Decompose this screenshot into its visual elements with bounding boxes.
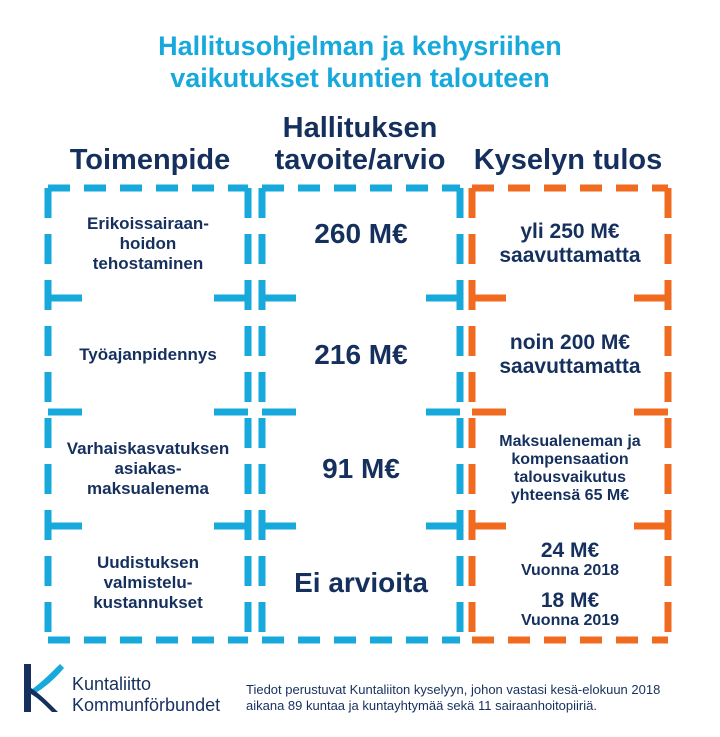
kuntaliitto-logo-icon — [20, 660, 68, 716]
cell-text: hoidon — [119, 234, 177, 253]
header-tavoite-line1: Hallituksen — [282, 112, 438, 144]
cell-text: kustannukset — [93, 593, 203, 612]
cell-tavoite-4: Ei arvioita — [294, 567, 428, 598]
cell-text: valmistelu- — [103, 573, 193, 592]
cell-text: maksualenema — [87, 479, 209, 498]
cell-text: Uudistuksen — [96, 553, 200, 572]
cell-text: Maksualeneman ja — [499, 433, 641, 450]
cell-text: kompensaation — [511, 451, 629, 468]
cell-text: saavuttamatta — [499, 355, 641, 378]
cell-tulos-3 — [480, 420, 660, 518]
cell-text: saavuttamatta — [499, 244, 641, 267]
cell-toimenpide-3 — [56, 420, 240, 518]
footnote-line1: Tiedot perustuvat Kuntaliiton kyselyyn, johon vastasi kesä-elokuun 2018 — [246, 682, 661, 697]
header-tavoite-line2: tavoite/arvio — [274, 144, 446, 176]
logo-line1: Kuntaliitto — [72, 674, 152, 694]
cell-toimenpide-1 — [56, 196, 240, 292]
cell-toimenpide-4 — [56, 534, 240, 632]
tulos-2019-year: Vuonna 2019 — [520, 612, 620, 629]
cell-tavoite-3: 91 M€ — [322, 453, 400, 484]
cell-text: yhteensä 65 M€ — [510, 487, 630, 504]
cell-tulos-4 — [480, 538, 660, 632]
logo-wordmark — [72, 674, 220, 716]
tulos-2018-year: Vuonna 2018 — [520, 562, 620, 579]
page-title-line1: Hallitusohjelman ja kehysriihen — [158, 31, 562, 61]
footnote-line2: aikana 89 kuntaa ja kuntayhtymää sekä 11 sairaanhoitopiiriä. — [246, 698, 597, 713]
cell-text: tehostaminen — [92, 254, 204, 273]
footnote — [246, 682, 716, 714]
cell-text: noin 200 M€ — [509, 331, 631, 354]
logo-line2: Kommunförbundet — [72, 695, 221, 715]
header-toimenpide: Toimenpide — [69, 144, 231, 176]
cell-toimenpide-2: Työajanpidennys — [79, 345, 217, 364]
tulos-2018-value: 24 M€ — [540, 539, 600, 562]
cell-text: talousvaikutus — [513, 469, 627, 486]
page-title-line2: vaikutukset kuntien talouteen — [170, 63, 550, 93]
cell-tulos-2 — [480, 306, 660, 404]
cell-text: Varhaiskasvatuksen — [66, 439, 230, 458]
cell-text: Erikoissairaan- — [87, 214, 209, 233]
header-kyselyn-tulos: Kyselyn tulos — [473, 144, 663, 176]
tulos-2019-value: 18 M€ — [540, 589, 600, 612]
cell-tulos-1 — [480, 196, 660, 292]
cell-tavoite-2: 216 M€ — [314, 339, 408, 370]
cell-tavoite-1: 260 M€ — [314, 218, 408, 249]
cell-text: asiakas- — [114, 459, 182, 478]
cell-text: yli 250 M€ — [520, 220, 620, 243]
